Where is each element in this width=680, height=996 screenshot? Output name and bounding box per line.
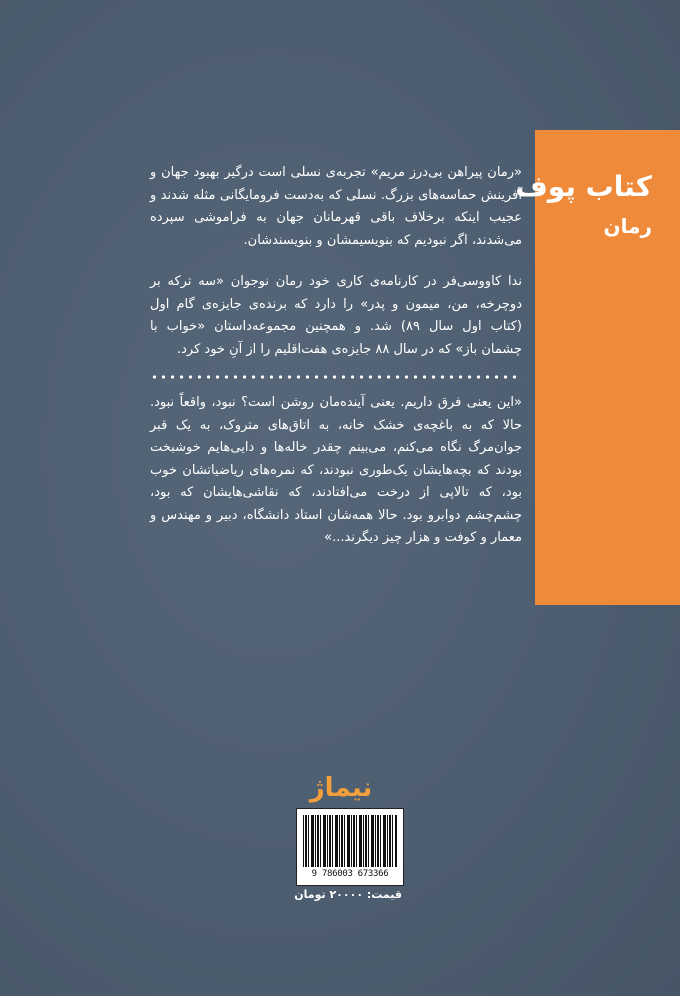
barcode bbox=[296, 808, 404, 886]
price-label: قیمت: ۲۰۰۰۰ تومان bbox=[294, 888, 402, 901]
excerpt-text: «این یعنی فرق داریم. یعنی آینده‌مان روشن است؟ نبود، واقعاً نبود. حالا که به باغچه‌ی خشک خانه، به اتاق‌های متروک، به یک قبر جوان‌مرگ نگاه می‌کنم، می‌بینم چقدر خاله‌ها و دایی‌هایم خوشبخت بودند که بچه‌هایشان یک‌طوری نبودند، که نمره‌های ریاضیاتشان خوب بود، که تالاپی از درخت می‌افتادند، که نقاشی‌هایشان که بود، چشم‌چشم دوابرو بود. حالا همه‌شان استاد دانشگاه، دبیر و مهندس و معمار و کوفت و هزار چیز دیگرند...» bbox=[150, 395, 522, 545]
isbn-number: 9 786003 673366 bbox=[311, 869, 389, 879]
publisher-logo bbox=[296, 766, 386, 806]
genre-label: رمان bbox=[603, 214, 652, 238]
blurb-paragraph-1 bbox=[150, 162, 522, 252]
blurb-paragraph-2-text: ندا کاووسی‌فر در کارنامه‌ی کاری خود رمان نوجوان «سه ترکه بر دوچرخه، من، میمون و پدر» را دارد که برنده‌ی جایزه‌ی گام اول (کتاب اول سال ۸۹) شد. و همچنین مجموعه‌داستان «خواب با چشمان باز» که در سال ۸۸ جایزه‌ی هفت‌اقلیم را از آنِ خود کرد. bbox=[150, 274, 522, 357]
publisher-logo-text: نیماژ bbox=[309, 773, 373, 803]
dotted-divider bbox=[150, 374, 522, 380]
blurb-paragraph-2 bbox=[150, 271, 522, 361]
excerpt-paragraph bbox=[150, 392, 522, 550]
blurb-paragraph-1-text: «رمان پیراهن بی‌درز مریم» تجربه‌ی نسلی است درگیر بهبود جهان و آفرینش حماسه‌های بزرگ. نسلی که به‌دست فرومایگانی مثله شدند و عجیب اینکه برخلاف باقی قهرمانان جهان به فراموشی سپرده می‌شدند، اگر نبودیم که بنویسیمشان و بنویسندشان. bbox=[150, 165, 522, 248]
barcode-bars bbox=[303, 815, 397, 867]
series-title: کتاب پوف bbox=[515, 170, 652, 203]
